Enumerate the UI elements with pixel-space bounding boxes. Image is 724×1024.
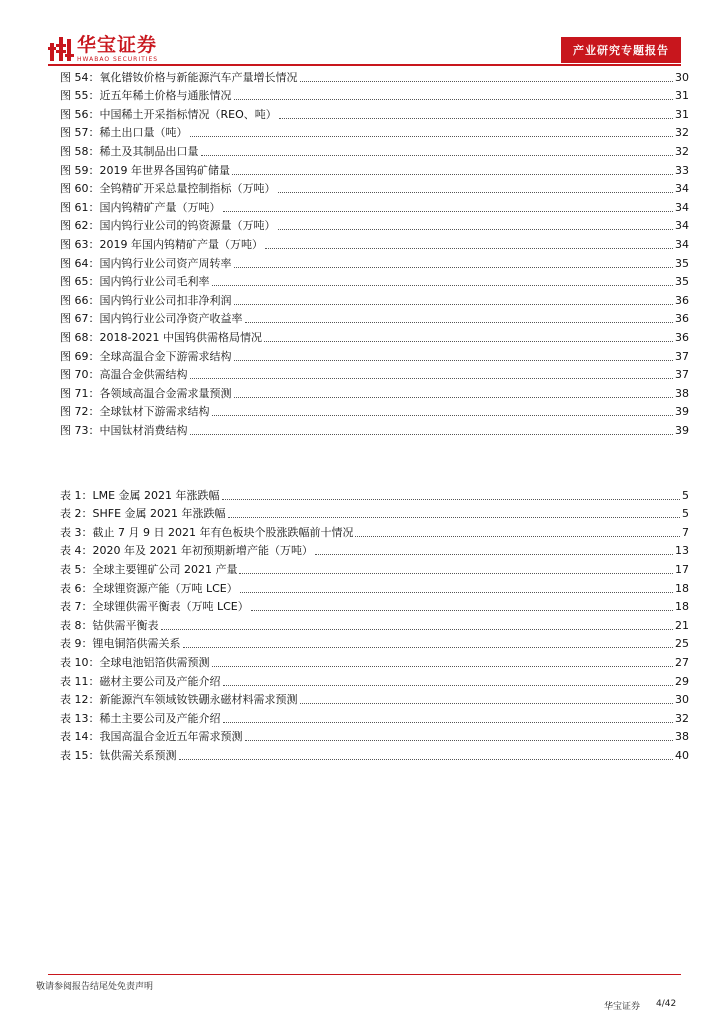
toc-entry-page: 32 — [675, 126, 689, 140]
table-toc-entry[interactable] — [60, 596, 689, 615]
dot-leader — [190, 136, 674, 137]
dot-leader — [234, 304, 674, 305]
toc-entry-page: 17 — [675, 562, 689, 576]
figure-toc-entry[interactable] — [60, 364, 689, 383]
figure-toc-entry[interactable] — [60, 419, 689, 438]
toc-entry-title: 表 8：钴供需平衡表 — [60, 618, 159, 632]
toc-entry-title: 表 4：2020 年及 2021 年初预期新增产能（万吨） — [60, 544, 313, 558]
footer-brand: 华宝证券 — [604, 1002, 641, 1012]
table-toc-entry[interactable] — [60, 633, 689, 652]
dot-leader — [222, 499, 680, 500]
figure-toc-entry[interactable] — [60, 140, 689, 159]
table-toc-entry[interactable] — [60, 670, 689, 689]
dot-leader — [265, 248, 673, 249]
dot-leader — [201, 155, 674, 156]
dot-leader — [245, 322, 674, 323]
table-toc-entry[interactable] — [60, 651, 689, 670]
dot-leader — [239, 573, 673, 574]
toc-entry-page: 35 — [675, 256, 689, 270]
toc-entry-title: 图 60：全钨精矿开采总量控制指标（万吨） — [60, 182, 276, 196]
figure-toc-entry[interactable] — [60, 122, 689, 141]
toc-entry-title: 图 63：2019 年国内钨精矿产量（万吨） — [60, 237, 263, 251]
toc-entry-title: 图 61：国内钨精矿产量（万吨） — [60, 200, 221, 214]
dot-leader — [234, 360, 674, 361]
toc-entry-page: 29 — [675, 674, 689, 688]
toc-entry-title: 图 67：国内钨行业公司净资产收益率 — [60, 312, 243, 326]
dot-leader — [234, 397, 674, 398]
table-toc-entry[interactable] — [60, 689, 689, 708]
table-toc-entry[interactable] — [60, 484, 689, 503]
dot-leader — [183, 647, 674, 648]
toc-entry-title: 表 10：全球电池铝箔供需预测 — [60, 655, 210, 669]
toc-entry-page: 32 — [675, 711, 689, 725]
dot-leader — [232, 174, 673, 175]
dot-leader — [300, 81, 674, 82]
toc-entry-title: 图 54：氧化镨钕价格与新能源汽车产量增长情况 — [60, 70, 298, 84]
toc-entry-title: 图 73：中国钛材消费结构 — [60, 423, 188, 437]
toc-entry-page: 32 — [675, 144, 689, 158]
dot-leader — [279, 118, 673, 119]
figure-toc-entry[interactable] — [60, 66, 689, 85]
toc-entry-title: 表 11：磁材主要公司及产能介绍 — [60, 674, 221, 688]
figure-toc-entry[interactable] — [60, 196, 689, 215]
dot-leader — [355, 536, 680, 537]
toc-entry-page: 30 — [675, 70, 689, 84]
toc-entry-page: 18 — [675, 581, 689, 595]
dot-leader — [278, 229, 674, 230]
toc-entry-page: 31 — [675, 107, 689, 121]
toc-entry-page: 39 — [675, 405, 689, 419]
dot-leader — [212, 415, 674, 416]
toc-entry-title: 表 14：我国高温合金近五年需求预测 — [60, 730, 243, 744]
toc-entry-title: 表 7：全球锂供需平衡表（万吨 LCE） — [60, 600, 249, 614]
toc-entry-title: 图 66：国内钨行业公司扣非净利润 — [60, 293, 232, 307]
dot-leader — [234, 99, 674, 100]
table-toc-entry[interactable] — [60, 744, 689, 763]
toc-entry-page: 36 — [675, 293, 689, 307]
dot-leader — [161, 629, 674, 630]
figure-toc-entry[interactable] — [60, 252, 689, 271]
toc-entry-title: 图 65：国内钨行业公司毛利率 — [60, 275, 210, 289]
dot-leader — [190, 378, 674, 379]
toc-entry-title: 图 58：稀土及其制品出口量 — [60, 144, 199, 158]
toc-entry-page: 38 — [675, 730, 689, 744]
dot-leader — [190, 434, 674, 435]
toc-entry-page: 34 — [675, 200, 689, 214]
figure-toc-entry[interactable] — [60, 178, 689, 197]
dot-leader — [251, 610, 673, 611]
figure-toc-entry[interactable] — [60, 289, 689, 308]
toc-entry-page: 33 — [675, 163, 689, 177]
toc-entry-page: 34 — [675, 219, 689, 233]
toc-entry-title: 图 71：各领域高温合金需求量预测 — [60, 386, 232, 400]
figure-toc-entry[interactable] — [60, 233, 689, 252]
page-number: 4/42 — [656, 999, 677, 1009]
toc-entry-page: 35 — [675, 275, 689, 289]
toc-entry-page: 21 — [675, 618, 689, 632]
figure-toc-entry[interactable] — [60, 85, 689, 104]
figure-toc-entry[interactable] — [60, 382, 689, 401]
figure-toc-entry[interactable] — [60, 326, 689, 345]
dot-leader — [223, 211, 674, 212]
toc-entry-title: 表 15：钛供需关系预测 — [60, 748, 177, 762]
toc-entry-title: 表 5：全球主要锂矿公司 2021 产量 — [60, 562, 238, 576]
toc-entry-page: 34 — [675, 182, 689, 196]
dot-leader — [300, 703, 674, 704]
toc-entry-page: 36 — [675, 330, 689, 344]
dot-leader — [264, 341, 673, 342]
toc-entry-page: 13 — [675, 544, 689, 558]
figure-toc-entry[interactable] — [60, 271, 689, 290]
figure-toc-entry[interactable] — [60, 215, 689, 234]
dot-leader — [245, 740, 674, 741]
toc-entry-title: 图 56：中国稀土开采指标情况（REO、吨） — [60, 107, 277, 121]
toc-entry-page: 37 — [675, 368, 689, 382]
table-toc-entry[interactable] — [60, 707, 689, 726]
toc-entry-title: 图 69：全球高温合金下游需求结构 — [60, 349, 232, 363]
toc-entry-page: 38 — [675, 386, 689, 400]
toc-entry-title: 图 59：2019 年世界各国钨矿储量 — [60, 163, 230, 177]
footer-disclaimer: 敬请参阅报告结尾处免责声明 — [36, 982, 154, 992]
toc-entry-page: 5 — [682, 488, 689, 502]
figure-toc-entry[interactable] — [60, 308, 689, 327]
toc-entry-title: 图 68：2018-2021 中国钨供需格局情况 — [60, 330, 262, 344]
logo-english-name: HWABAO SECURITIES — [77, 55, 159, 63]
toc-entry-page: 40 — [675, 748, 689, 762]
toc-entry-page: 5 — [682, 507, 689, 521]
toc-entry-page: 36 — [675, 312, 689, 326]
dot-leader — [212, 666, 674, 667]
toc-entry-title: 图 72：全球钛材下游需求结构 — [60, 405, 210, 419]
table-toc-entry[interactable] — [60, 503, 689, 522]
toc-entry-title: 表 3：截止 7 月 9 日 2021 年有色板块个股涨跌幅前十情况 — [60, 525, 354, 539]
figure-toc-entry[interactable] — [60, 401, 689, 420]
page-header — [0, 0, 724, 66]
toc-entry-page: 18 — [675, 600, 689, 614]
dot-leader — [315, 554, 673, 555]
logo-chinese-name: 华宝证券 — [77, 33, 158, 56]
toc-entry-title: 图 62：国内钨行业公司的钨资源量（万吨） — [60, 219, 276, 233]
toc-entry-title: 表 1：LME 金属 2021 年涨跌幅 — [60, 488, 220, 502]
toc-entry-page: 25 — [675, 637, 689, 651]
toc-entry-title: 图 70：高温合金供需结构 — [60, 368, 188, 382]
dot-leader — [240, 592, 673, 593]
table-toc-entry[interactable] — [60, 614, 689, 633]
dot-leader — [223, 685, 674, 686]
dot-leader — [228, 517, 680, 518]
logo-mark-icon — [48, 35, 74, 63]
toc-entry-title: 图 64：国内钨行业公司资产周转率 — [60, 256, 232, 270]
toc-entry-page: 31 — [675, 89, 689, 103]
toc-entry-title: 图 55：近五年稀土价格与通胀情况 — [60, 89, 232, 103]
figure-toc-entry[interactable] — [60, 159, 689, 178]
table-toc-entry[interactable] — [60, 726, 689, 745]
table-toc-entry[interactable] — [60, 577, 689, 596]
toc-entry-title: 图 57：稀土出口量（吨） — [60, 126, 188, 140]
dot-leader — [179, 759, 674, 760]
toc-entry-title: 表 9：锂电铜箔供需关系 — [60, 637, 181, 651]
toc-entry-page: 34 — [675, 237, 689, 251]
toc-entry-title: 表 13：稀土主要公司及产能介绍 — [60, 711, 221, 725]
toc-entry-page: 7 — [682, 525, 689, 539]
figure-toc-entry[interactable] — [60, 345, 689, 364]
toc-entry-page: 27 — [675, 655, 689, 669]
figure-list — [60, 66, 689, 438]
toc-entry-page: 37 — [675, 349, 689, 363]
dot-leader — [234, 267, 674, 268]
toc-entry-title: 表 12：新能源汽车领域钕铁硼永磁材料需求预测 — [60, 693, 298, 707]
toc-entry-title: 表 2：SHFE 金属 2021 年涨跌幅 — [60, 507, 226, 521]
footer-divider — [48, 974, 681, 975]
company-logo — [48, 32, 158, 66]
report-type-tab: 产业研究专题报告 — [561, 37, 681, 63]
table-toc-entry[interactable] — [60, 540, 689, 559]
table-toc-entry[interactable] — [60, 558, 689, 577]
figure-toc-entry[interactable] — [60, 103, 689, 122]
toc-entry-page: 39 — [675, 423, 689, 437]
dot-leader — [223, 722, 674, 723]
dot-leader — [212, 285, 674, 286]
toc-entry-page: 30 — [675, 693, 689, 707]
table-toc-entry[interactable] — [60, 521, 689, 540]
toc-entry-title: 表 6：全球锂资源产能（万吨 LCE） — [60, 581, 238, 595]
table-list — [60, 484, 689, 763]
dot-leader — [278, 192, 674, 193]
